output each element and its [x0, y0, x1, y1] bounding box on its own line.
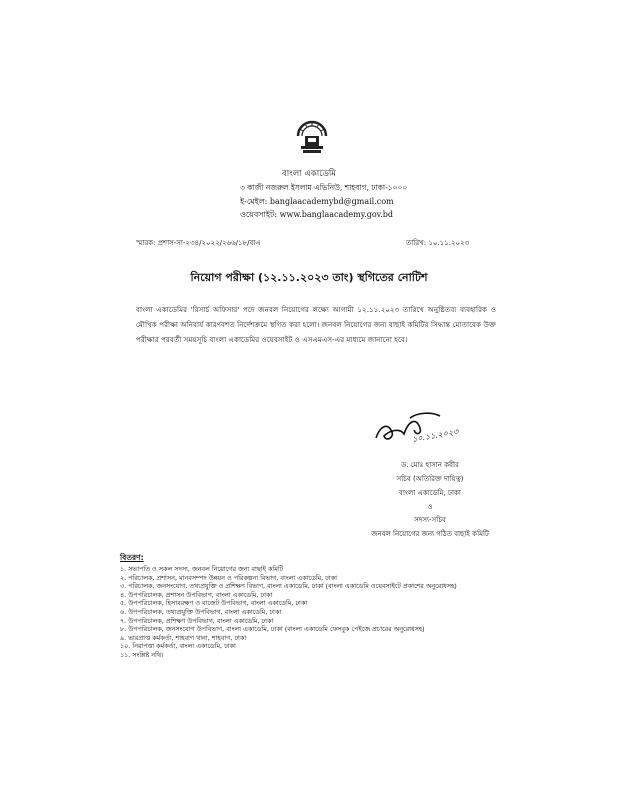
list-item: ৩. পরিচালক, জনসংযোগ, তথ্যপ্রযুক্তি ও প্রশিক্ষণ বিভাগ, বাংলা একাডেমি, ঢাকা (বাংলা একাডেমি ওয়েবসাইটে প্রকাশের অনুরোধসহ)	[120, 582, 457, 591]
memo-reference: স্মারক: প্রশাস-সা-২৩৪/২০২২/২৬৬/১৮/বাএ	[136, 239, 261, 247]
list-item: ৬. উপপরিচালক, তথ্যপ্রযুক্তি উপবিভাগ, বাংলা একাডেমি, ঢাকা	[120, 607, 282, 616]
signer-designation: সচিব (অতিরিক্ত দায়িত্ব)	[396, 475, 464, 483]
organization-website: ওয়েবসাইট: www.banglaacademy.gov.bd	[240, 210, 394, 219]
memo-date: তারিখ: ১০.১১.২০২৩	[406, 239, 470, 247]
bangla-academy-logo-icon	[294, 114, 330, 158]
list-item: ৪. উপপরিচালক, প্রশাসন উপবিভাগ, বাংলা একাডেমি, ঢাকা	[120, 590, 273, 599]
signer-name: ড. মোঃ হাসান কবীর	[401, 461, 459, 469]
list-item: ১১. সংশ্লিষ্ট নথি।	[120, 650, 164, 659]
organization-email: ই-মেইল: banglaacademybd@gmail.com	[240, 197, 394, 206]
signer-office: বাংলা একাডেমি, ঢাকা	[399, 489, 461, 497]
distribution-list	[120, 565, 460, 660]
signer-committee: জনবল নিয়োগের জন্য গঠিত বাছাই কমিটি	[371, 530, 489, 538]
list-item: ৮. উপপরিচালক, জনসংযোগ উপবিভাগ, বাংলা একাডেমি, ঢাকা (বাংলা একাডেমি ফেসবুক পেইজে প্রচারের অনুরোধসহ)	[120, 625, 425, 634]
list-item: ১০. নিরাপত্তা কর্মকর্তা, বাংলা একাডেমি, ঢাকা	[120, 642, 236, 651]
list-item: ৯. ভারপ্রাপ্ত কর্মকর্তা, শাহবাগ থানা, শাহবাগ, ঢাকা	[120, 633, 247, 642]
signer-conjunction: ও	[427, 503, 433, 511]
distribution-title: বিতরণ:	[120, 553, 144, 562]
notice-body: বাংলা একাডেমির 'রিসার্চ অফিসার' পদে জনবল নিয়োগের লক্ষ্যে আগামী ১২.১১.২০২৩ তারিখে অনুষ্ঠিতব্য ব্যবহারিক ও মৌখিক পরীক্ষা অনিবার্য কারণবশত নির্দেশক্রমে স্থগিত করা হলো। জনবল নিয়োগের জন্য বাছাই কমিটির সিদ্ধান্ত মোতাবেক উক্ত পরীক্ষার পরবর্তী সময়সূচি বাংলা একাডেমির ওয়েবসাইট ও এসএমএস-এর মাধ্যমে জানানো হবে।	[136, 305, 496, 344]
signer-role: সদস্য-সচিব	[414, 516, 446, 524]
list-item: ৫. উপপরিচালক, হিসাবরক্ষণ ও বাজেট উপবিভাগ, বাংলা একাডেমি, ঢাকা	[120, 599, 308, 608]
organization-name: বাংলা একাডেমি	[281, 169, 337, 179]
list-item: ৭. উপপরিচালক, প্রশিক্ষণ উপবিভাগ, বাংলা একাডেমি, ঢাকা	[120, 616, 274, 625]
list-item: ২. পরিচালক, প্রশাসন, মানবসম্পদ উন্নয়ন ও পরিকল্পনা বিভাগ, বাংলা একাডেমি, ঢাকা	[120, 573, 337, 582]
list-item: ১. সভাপতি ও সকল সদস্য, জনবল নিয়োগের জন্য বাছাই কমিটি	[120, 565, 284, 573]
organization-address: ৩ কাজী নজরুল ইসলাম এভিনিউ, শাহবাগ, ঢাকা-১০০০	[240, 183, 408, 192]
notice-title: নিয়োগ পরীক্ষা (১২.১১.২০২৩ তাং) স্থগিতের নোটিশ	[190, 271, 428, 284]
handwritten-date: ১০.১১.২০২৩	[411, 427, 459, 444]
